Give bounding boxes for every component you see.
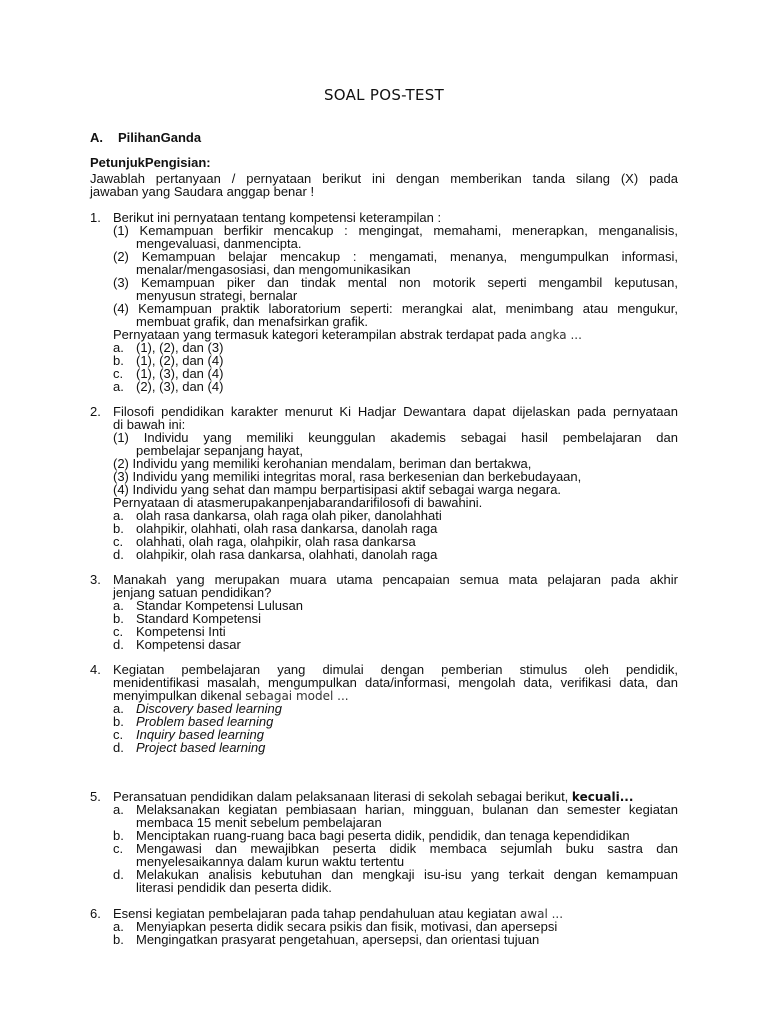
- question-stem: Filosofi pendidikan karakter menurut Ki Hadjar Dewantara dapat dijelaskan pada pernyataan: [113, 404, 678, 419]
- option-letter: a.: [113, 508, 124, 523]
- statement: (3) Individu yang memiliki integritas moral, rasa berkesenian dan berkebudayaan,: [113, 469, 582, 484]
- stem-text: Peransatuan pendidikan dalam pelaksanaan literasi di sekolah sebagai berikut,: [113, 789, 572, 804]
- option-letter[interactable]: b.: [113, 828, 124, 843]
- option-letter: a.: [113, 701, 124, 716]
- section-heading: [90, 130, 201, 145]
- statement: (2) Individu yang memiliki kerohanian mendalam, beriman dan bertakwa,: [113, 456, 532, 471]
- question-stem: menidentifikasi masalah, mengumpulkan data/informasi, mengolah data, verifikasi data, dan: [113, 675, 678, 690]
- statement: mengevaluasi, danmencipta.: [136, 236, 302, 251]
- option-text: Mengawasi dan mewajibkan peserta didik membaca sejumlah buku sastra dan: [136, 841, 678, 856]
- option-letter: b.: [113, 353, 124, 368]
- option-text: Kompetensi dasar: [136, 637, 241, 652]
- option-text: menyelesaikannya dalam kurun waktu tertentu: [136, 854, 405, 869]
- option-letter: d.: [113, 637, 124, 652]
- option-letter: d.: [113, 740, 124, 755]
- option-text: Project based learning: [136, 740, 266, 755]
- stem-tail: sebagai model ...: [245, 689, 349, 703]
- stem-tail: kecuali...: [571, 790, 634, 804]
- option-letter: b.: [113, 521, 124, 536]
- question-number: 5.: [90, 789, 101, 804]
- page-title: SOAL POS-TEST: [323, 86, 445, 104]
- option-text: (1), (2), dan (3): [136, 340, 224, 355]
- option-text: olahpikir, olahhati, olah rasa dankarsa, danolah raga: [136, 521, 438, 536]
- statement: (2) Kemampuan belajar mencakup : mengamati, menanya, mengumpulkan informasi,: [113, 249, 678, 264]
- answer-option[interactable]: [113, 933, 539, 946]
- stem-text: Esensi kegiatan pembelajaran pada tahap pendahuluan atau kegiatan: [113, 906, 520, 921]
- option-text: olahpikir, olah rasa dankarsa, olahhati, danolah raga: [136, 547, 438, 562]
- statement: membuat grafik, dan menafsirkan grafik.: [136, 314, 368, 329]
- option-text: Discovery based learning: [136, 701, 282, 716]
- option-text: Menciptakan ruang-ruang baca bagi peserta didik, pendidik, dan tenaga kependidikan: [136, 828, 630, 843]
- option-text: Problem based learning: [136, 714, 274, 729]
- question-stem: Manakah yang merupakan muara utama pencapaian semua mata pelajaran pada akhir: [113, 572, 678, 587]
- option-letter: a.: [113, 379, 124, 394]
- statement: pembelajar sepanjang hayat,: [136, 443, 303, 458]
- stem-tail: awal ...: [519, 907, 564, 921]
- prompt-tail: angka ...: [529, 328, 582, 342]
- option-letter: b.: [113, 932, 124, 947]
- question-stem: di bawah ini:: [113, 417, 186, 432]
- option-text: Standard Kompetensi: [136, 611, 262, 626]
- option-letter: b.: [113, 611, 124, 626]
- option-text: Mengingatkan prasyarat pengetahuan, apersepsi, dan orientasi tujuan: [136, 932, 540, 947]
- question-number: 1.: [90, 210, 101, 225]
- instructions-heading: PetunjukPengisian:: [90, 155, 211, 170]
- option-letter: b.: [113, 714, 124, 729]
- option-letter: a.: [113, 340, 124, 355]
- answer-option[interactable]: [113, 548, 437, 561]
- option-letter: c.: [113, 727, 124, 742]
- option-text: olahhati, olah raga, olahpikir, olah rasa dankarsa: [136, 534, 416, 549]
- question-prompt: Pernyataan di atasmerupakanpenjabarandarifilosofi di bawahini.: [113, 495, 483, 510]
- prompt-text: Pernyataan yang termasuk kategori keterampilan abstrak terdapat pada: [113, 327, 530, 342]
- question-stem: jenjang satuan pendidikan?: [113, 585, 272, 600]
- statement: (4) Kemampuan praktik laboratorium seperti: merangkai alat, menimbang atau mengukur,: [113, 301, 678, 316]
- section-label: PilihanGanda: [118, 130, 202, 145]
- option-letter: a.: [113, 919, 124, 934]
- option-text: (1), (3), dan (4): [136, 366, 224, 381]
- option-letter: d.: [113, 547, 124, 562]
- option-letter: c.: [113, 534, 124, 549]
- option-text: Melaksanakan kegiatan pembiasaan harian, mingguan, bulanan dan semester kegiatan: [136, 802, 678, 817]
- question-stem: Berikut ini pernyataan tentang kompetensi keterampilan :: [113, 210, 442, 225]
- option-text: Standar Kompetensi Lulusan: [136, 598, 303, 613]
- question-number: 2.: [90, 404, 101, 419]
- option-text: Melakukan analisis kebutuhan dan mengkaji isu-isu yang terkait dengan kemampuan: [136, 867, 678, 882]
- option-text: Inquiry based learning: [136, 727, 264, 742]
- question-stem: Kegiatan pembelajaran yang dimulai dengan pemberian stimulus oleh pendidik,: [113, 662, 678, 677]
- question-number: 4.: [90, 662, 101, 677]
- question-number: 6.: [90, 906, 101, 921]
- statement: (4) Individu yang sehat dan mampu berpartisipasi aktif sebagai warga negara.: [113, 482, 562, 497]
- question-number: 3.: [90, 572, 101, 587]
- statement: (1) Kemampuan berfikir mencakup : mengingat, memahami, menerapkan, menganalisis,: [113, 223, 678, 238]
- option-letter[interactable]: c.: [113, 841, 124, 856]
- instructions-line: jawaban yang Saudara anggap benar !: [90, 184, 315, 199]
- option-letter: a.: [113, 598, 124, 613]
- statement: menyusun strategi, bernalar: [136, 288, 298, 303]
- option-text: olah rasa dankarsa, olah raga olah piker, danolahhati: [136, 508, 442, 523]
- option-text: Kompetensi Inti: [136, 624, 226, 639]
- option-text: Menyiapkan peserta didik secara psikis dan fisik, motivasi, dan apersepsi: [136, 919, 558, 934]
- answer-option[interactable]: [113, 380, 223, 393]
- option-text: (2), (3), dan (4): [136, 379, 224, 394]
- option-text: (1), (2), dan (4): [136, 353, 224, 368]
- stem-text: menyimpulkan dikenal: [113, 688, 246, 703]
- statement: (3) Kemampuan piker dan tindak mental non motorik seperti mengambil keputusan,: [113, 275, 678, 290]
- option-letter: c.: [113, 366, 124, 381]
- section-number: A.: [90, 130, 103, 145]
- option-letter[interactable]: d.: [113, 867, 124, 882]
- option-letter: c.: [113, 624, 124, 639]
- statement: menalar/mengasosiasi, dan mengomunikasikan: [136, 262, 411, 277]
- option-text: membaca 15 menit sebelum pembelajaran: [136, 815, 382, 830]
- statement: (1) Individu yang memiliki keunggulan akademis sebagai hasil pembelajaran dan: [113, 430, 678, 445]
- option-letter[interactable]: a.: [113, 802, 124, 817]
- option-text: literasi pendidik dan peserta didik.: [136, 880, 332, 895]
- answer-option[interactable]: [113, 741, 265, 754]
- instructions-line: Jawablah pertanyaan / pernyataan berikut ini dengan memberikan tanda silang (X) pada: [90, 171, 678, 186]
- answer-option[interactable]: [113, 638, 241, 651]
